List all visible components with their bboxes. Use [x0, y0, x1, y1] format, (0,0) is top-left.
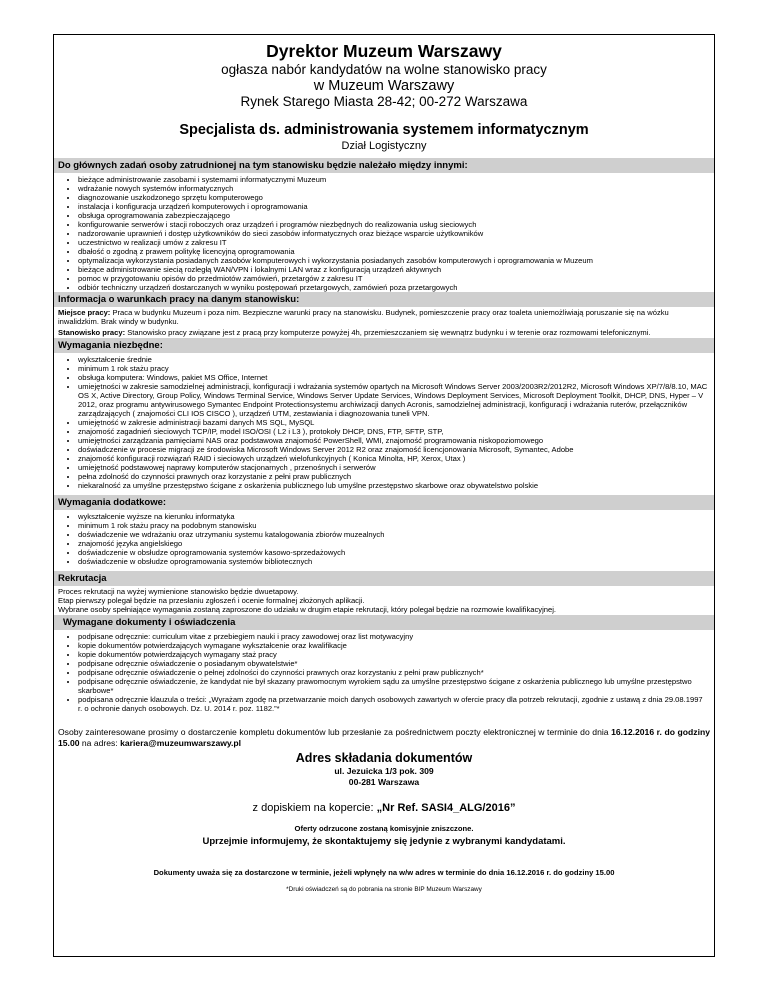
- list-item: • niekaralność za umyślne przestępstwo ścigane z oskarżenia publicznego lub umyślne przestępstwo skarbowe oraz obywatelstwo polskie: [78, 481, 708, 490]
- work-post-text: Stanowisko pracy związane jest z pracą przy komputerze powyżej 4h, przemieszczaniem się wewnątrz budynku i w terenie oraz rozmowami telefonicznymi.: [125, 328, 651, 337]
- closing-text: Osoby zainteresowane prosimy o dostarczenie kompletu dokumentów lub przesłanie za pośrednictwem poczty elektronicznej w terminie do dnia: [58, 727, 612, 737]
- list-item: • znajomość języka angielskiego: [78, 539, 708, 548]
- list-item: • wdrażanie nowych systemów informatycznych: [78, 184, 708, 193]
- list-item: • znajomość konfiguracji rozwiązań RAID i sieciowych urządzeń wielofunkcyjnych ( Konica Minolta, HP, Xerox, Utax ): [78, 454, 708, 463]
- list-item: • minimum 1 rok stażu pracy na podobnym stanowisku: [78, 521, 708, 530]
- list-item: • pełna zdolność do czynności prawnych oraz korzystanie z pełni praw publicznych: [78, 472, 708, 481]
- announcement-line: ogłasza nabór kandydatów na wolne stanowisko pracy: [221, 62, 547, 77]
- additional-list: [54, 512, 714, 566]
- list-item: • podpisana odręcznie klauzula o treści: „Wyrażam zgodę na przetwarzanie moich danych osobowych zawartych w ofercie pracy dla potrzeb rekrutacji, zgodnie z ustawą z dnia 29.08.1997 r. o ochronie danych osobowych. Dz. U. 2014 r. poz. 1182.”*: [78, 695, 708, 713]
- list-item: • kopie dokumentów potwierdzających wymagane wykształcenie oraz kwalifikacje: [78, 641, 708, 650]
- header: [54, 41, 714, 153]
- closing-deadline: 16.12.2016 r. do godziny 15.00: [58, 727, 710, 748]
- documents-list: [54, 632, 714, 713]
- rejected-offers-note: Oferty odrzucone zostaną komisyjnie zniszczone.: [294, 824, 474, 833]
- list-item: • pomoc w przygotowaniu opisów do przedmiotów zamówień, przetargów z zakresu IT: [78, 274, 708, 283]
- list-item: • podpisane odręcznie oświadczenie o posiadanym obywatelstwie*: [78, 659, 708, 668]
- duties-heading: Do głównych zadań osoby zatrudnionej na tym stanowisku będzie należało między innymi:: [54, 158, 714, 173]
- required-heading: Wymagania niezbędne:: [54, 338, 714, 353]
- work-post-paragraph: [54, 327, 714, 338]
- envelope-ref: „Nr Ref. SASI4_ALG/2016”: [376, 802, 516, 814]
- list-item: • znajomość zagadnień sieciowych TCP/IP, model ISO/OSI ( L2 i L3 ), protokoły DHCP, DNS, FTP, SFTP, STP,: [78, 427, 708, 436]
- list-item: • umiejętności w zakresie samodzielnej administracji, konfiguracji i wdrażania systemów opartych na Microsoft Windows Server 2003/2003R2/2012R2, Microsoft Windows XP/7/8/8.10, MAC OS X, Active Directory, Group Policy, Windows Terminal Service, Windows Server Update Services, Windows Deployment Services, Microsoft Deployment Toolkit, DHCP, DNS, Hyper – V 2012, oraz programu antywirusowego Symantec Endpoint Protectionsystemu archiwizacji danych Acronis, samodzielnej administracji, konfiguracji i wdrażania ruterów, przełączników zarządzających ( znajomości CLI IOS CISCO ), urządzeń UTM, zestawiania i diagnozowania tuneli VPN.: [78, 382, 708, 418]
- recruitment-line: Wybrane osoby spełniające wymagania zostaną zaproszone do udziału w drugim etapie rekrutacji, który polegał będzie na rozmowie kwalifikacyjnej.: [58, 605, 557, 614]
- recruitment-line: Etap pierwszy polegał będzie na przesłaniu zgłoszeń i ocenie formalnej złożonych aplikacji.: [58, 596, 365, 605]
- list-item: • instalacja i konfiguracja urządzeń komputerowych i oprogramowania: [78, 202, 708, 211]
- footnote: *Druki oświadczeń są do pobrania na stronie BIP Muzeum Warszawy: [286, 886, 482, 893]
- contact-note: Uprzejmie informujemy, że skontaktujemy się jedynie z wybranymi kandydatami.: [202, 836, 566, 847]
- conditions-heading: Informacja o warunkach pracy na danym stanowisku:: [54, 292, 714, 307]
- list-item: • uczestnictwo w realizacji umów z zakresu IT: [78, 238, 708, 247]
- duties-list: [54, 175, 714, 292]
- job-posting-page: [53, 34, 715, 957]
- documents-heading: Wymagane dokumenty i oświadczenia: [54, 615, 714, 630]
- work-place-label: Miejsce pracy:: [58, 308, 111, 317]
- list-item: • nadzorowanie uprawnień i dostęp użytkowników do sieci zasobów informatycznych oraz bieżące wsparcie użytkowników: [78, 229, 708, 238]
- list-item: • bieżące administrowanie siecią rozległą WAN/VPN i lokalnymi LAN wraz z konfiguracją urządzeń aktywnych: [78, 265, 708, 274]
- page-title: Dyrektor Muzeum Warszawy: [266, 41, 502, 61]
- envelope-note: [54, 801, 714, 815]
- address-street: ul. Jezuicka 1/3 pok. 309: [334, 766, 434, 776]
- list-item: • dbałość o zgodną z prawem politykę licencyjną oprogramowania: [78, 247, 708, 256]
- closing-paragraph: [54, 727, 714, 748]
- list-item: • obsługa oprogramowania zabezpieczającego: [78, 211, 708, 220]
- address-title: Adres składania dokumentów: [295, 751, 473, 765]
- department: Dział Logistyczny: [341, 140, 427, 152]
- list-item: • podpisane odręcznie oświadczenie o pełnej zdolności do czynności prawnych oraz korzystaniu z pełni praw publicznych*: [78, 668, 708, 677]
- list-item: • doświadczenie w procesie migracji ze środowiska Microsoft Windows Server 2012 R2 oraz znajomość licencjonowania Microsoft, Symantec, Adobe: [78, 445, 708, 454]
- list-item: • umiejętność w zakresie administracji bazami danych MS SQL, MySQL: [78, 418, 708, 427]
- list-item: • diagnozowanie uszkodzonego sprzętu komputerowego: [78, 193, 708, 202]
- institution-address: Rynek Starego Miasta 28-42; 00-272 Warszawa: [240, 94, 528, 109]
- recruitment-heading: Rekrutacja: [54, 571, 714, 586]
- list-item: • doświadczenie w obsłudze oprogramowania systemów bibliotecznych: [78, 557, 708, 566]
- list-item: • umiejętności zarządzania pamięciami NAS oraz podstawowa znajomość PowerShell, WMI, znajomość programowania niskopoziomowego: [78, 436, 708, 445]
- email-address: kariera@muzeumwarszawy.pl: [120, 737, 242, 748]
- work-place-text: Praca w budynku Muzeum i poza nim. Bezpieczne warunki pracy na stanowisku. Budynek, pomieszczenie pracy oraz toaleta uniemożliwiają poruszanie się na wózku inwalidzkim. Brak windy w budynku.: [58, 308, 669, 326]
- work-post-label: Stanowisko pracy:: [58, 328, 126, 337]
- envelope-prefix: z dopiskiem na kopercie:: [252, 802, 377, 814]
- recruitment-line: Proces rekrutacji na wyżej wymienione stanowisko będzie dwuetapowy.: [58, 587, 299, 596]
- list-item: • odbiór techniczny urządzeń dostarczanych w wyniku postępowań przetargowych, zamówień poza przetargowych: [78, 283, 708, 292]
- list-item: • umiejętność podstawowej naprawy komputerów stacjonarnych , przenośnych i serwerów: [78, 463, 708, 472]
- closing-text-2: na adres:: [79, 737, 121, 748]
- list-item: • wykształcenie średnie: [78, 355, 708, 364]
- list-item: • optymalizacja wykorzystania posiadanych zasobów komputerowych i wykorzystania posiadanych zasobów komputerowych i oprogramowania w Muzeum: [78, 256, 708, 265]
- list-item: • bieżące administrowanie zasobami i systemami informatycznymi Muzeum: [78, 175, 708, 184]
- work-place-paragraph: [54, 307, 714, 327]
- list-item: • wykształcenie wyższe na kierunku informatyka: [78, 512, 708, 521]
- recruitment-text: [54, 586, 714, 615]
- list-item: • doświadczenie w obsłudze oprogramowania systemów kasowo-sprzedażowych: [78, 548, 708, 557]
- required-list: [54, 355, 714, 490]
- institution-line: w Muzeum Warszawy: [313, 78, 455, 94]
- list-item: • obsługa komputera: Windows, pakiet MS Office, Internet: [78, 373, 708, 382]
- address-city: 00-281 Warszawa: [348, 777, 420, 787]
- additional-heading: Wymagania dodatkowe:: [54, 495, 714, 510]
- list-item: • kopie dokumentów potwierdzających wymagany staż pracy: [78, 650, 708, 659]
- list-item: • konfigurowanie serwerów i stacji roboczych oraz urządzeń i programów niezbędnych do realizowania usług sieciowych: [78, 220, 708, 229]
- deadline-note: Dokumenty uważa się za dostarczone w terminie, jeżeli wpłynęły na w/w adres w terminie do dnia 16.12.2016 r. do godziny 15.00: [153, 868, 615, 877]
- list-item: • doświadczenie we wdrażaniu oraz utrzymaniu systemu katalogowania zbiorów muzealnych: [78, 530, 708, 539]
- list-item: • podpisane odręcznie: curriculum vitae z przebiegiem nauki i pracy zawodowej oraz list motywacyjny: [78, 632, 708, 641]
- position-title: Specjalista ds. administrowania systemem informatycznym: [179, 122, 589, 138]
- list-item: • podpisane odręcznie oświadczenie, że kandydat nie był skazany prawomocnym wyrokiem sądu za umyślne przestępstwo ścigane z oskarżenia publicznego lub umyślne przestępstwo skarbowe*: [78, 677, 708, 695]
- list-item: • minimum 1 rok stażu pracy: [78, 364, 708, 373]
